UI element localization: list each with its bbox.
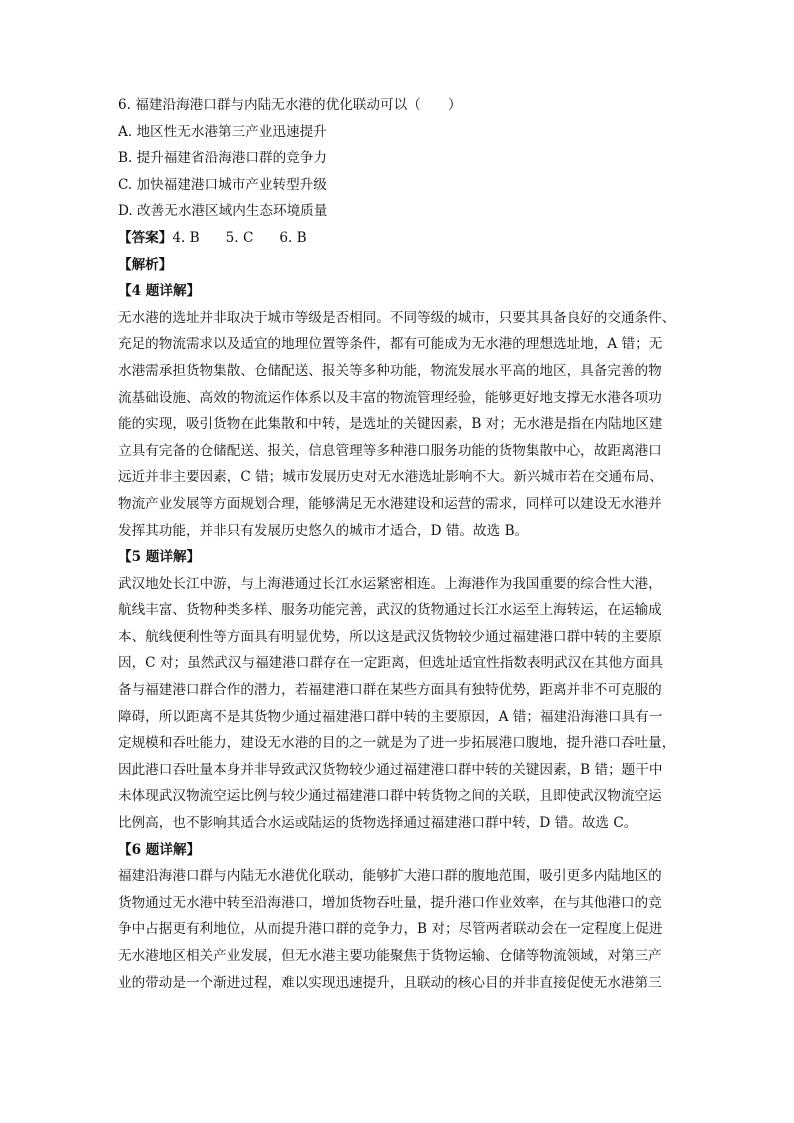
answer-item: 5. C xyxy=(225,229,254,246)
q5-line: 定规模和吞吐能力，建设无水港的目的之一就是为了进一步拓展港口腹地，提升港口吞吐量， xyxy=(118,735,676,752)
q6-line: 货物通过无水港中转至沿海港口，增加货物吞吐量，提升港口作业效率，在与其他港口的竞 xyxy=(118,894,662,911)
answer-item: 4. B xyxy=(172,229,200,246)
q5-line: 因，C 对；虽然武汉与福建港口群存在一定距离，但选址适宜性指数表明武汉在其他方面具 xyxy=(118,655,663,672)
question-6-option-a: A. 地区性无水港第三产业迅速提升 xyxy=(118,123,327,140)
q4-line: 物流产业发展等方面规划合理，能够满足无水港建设和运营的需求，同样可以建设无水港并 xyxy=(118,495,662,512)
q4-line: 无水港的选址并非取决于城市等级是否相同。不同等级的城市，只要其具备良好的交通条件、 xyxy=(118,309,676,326)
q5-line: 本、航线便利性等方面具有明显优势，所以这是武汉货物较少通过福建港口群中转的主要原 xyxy=(118,628,662,645)
q5-heading: 【5 题详解】 xyxy=(118,549,201,566)
question-6-option-b: B. 提升福建省沿海港口群的竞争力 xyxy=(118,150,327,167)
q5-line: 未体现武汉物流空运比例与较少通过福建港口群中转货物之间的关联，且即使武汉物流空运 xyxy=(118,788,662,805)
q5-line: 比例高，也不影响其适合水运或陆运的货物选择通过福建港口群中转，D 错。故选 C。 xyxy=(118,815,638,832)
answer-label: 【答案】 xyxy=(118,229,173,246)
q4-line: 能的实现，吸引货物在此集散和中转，是选址的关键因素，B 对；无水港是指在内陆地区建 xyxy=(118,416,663,433)
answer-item: 6. B xyxy=(279,229,307,246)
q4-heading: 【4 题详解】 xyxy=(118,283,201,300)
question-6-option-d: D. 改善无水港区域内生态环境质量 xyxy=(118,203,328,220)
q5-line: 航线丰富、货物种类多样、服务功能完善，武汉的货物通过长江水运至上海转运，在运输成 xyxy=(118,602,662,619)
q6-line: 无水港地区相关产业发展，但无水港主要功能聚焦于货物运输、仓储等物流领域，对第三产 xyxy=(118,948,662,964)
q5-line: 备与福建港口群合作的潜力，若福建港口群在某些方面具有独特优势，距离并非不可克服的 xyxy=(118,682,662,699)
question-6-stem: 6. 福建沿海港口群与内陆无水港的优化联动可以（ ） xyxy=(118,97,462,113)
q4-line: 远近并非主要因素，C 错；城市发展历史对无水港选址影响不大。新兴城市若在交通布局、 xyxy=(118,469,663,486)
q4-line: 水港需承担货物集散、仓储配送、报关等多种功能，物流发展水平高的地区，具备完善的物 xyxy=(118,362,662,379)
q4-line: 流基础设施、高效的物流运作体系以及丰富的物流管理经验，能够更好地支撑无水港各项功 xyxy=(118,389,662,406)
document-page xyxy=(118,92,684,996)
q5-line: 武汉地处长江中游，与上海港通过长江水运紧密相连。上海港作为我国重要的综合性大港， xyxy=(118,575,662,592)
q6-line: 争中占据更有利地位，从而提升港口群的竞争力，B 对；尽管两者联动会在一定程度上促进 xyxy=(118,921,663,938)
q6-heading: 【6 题详解】 xyxy=(118,841,201,858)
q4-line: 立具有完备的仓储配送、报关，信息管理等多种港口服务功能的货物集散中心，故距离港口 xyxy=(118,442,662,459)
q4-line: 充足的物流需求以及适宜的地理位置等条件，都有可能成为无水港的理想选址地，A 错；无 xyxy=(118,336,663,353)
question-6-option-c: C. 加快福建港口城市产业转型升级 xyxy=(118,176,327,193)
analysis-label: 【解析】 xyxy=(118,256,173,273)
q6-line: 业的带动是一个渐进过程，难以实现迅速提升，且联动的核心目的并非直接促使无水港第三 xyxy=(118,974,662,991)
answer-line xyxy=(118,225,684,252)
q5-line: 因此港口吞吐量本身并非导致武汉货物较少通过福建港口群中转的关键因素，B 错；题干中 xyxy=(118,761,663,778)
q4-line: 发挥其功能，并非只有发展历史悠久的城市才适合，D 错。故选 B。 xyxy=(118,522,529,539)
q5-line: 障碍，所以距离不是其货物少通过福建港口群中转的主要原因，A 错；福建沿海港口具有一 xyxy=(118,708,663,725)
q6-line: 福建沿海港口群与内陆无水港优化联动，能够扩大港口群的腹地范围，吸引更多内陆地区的 xyxy=(118,868,662,885)
